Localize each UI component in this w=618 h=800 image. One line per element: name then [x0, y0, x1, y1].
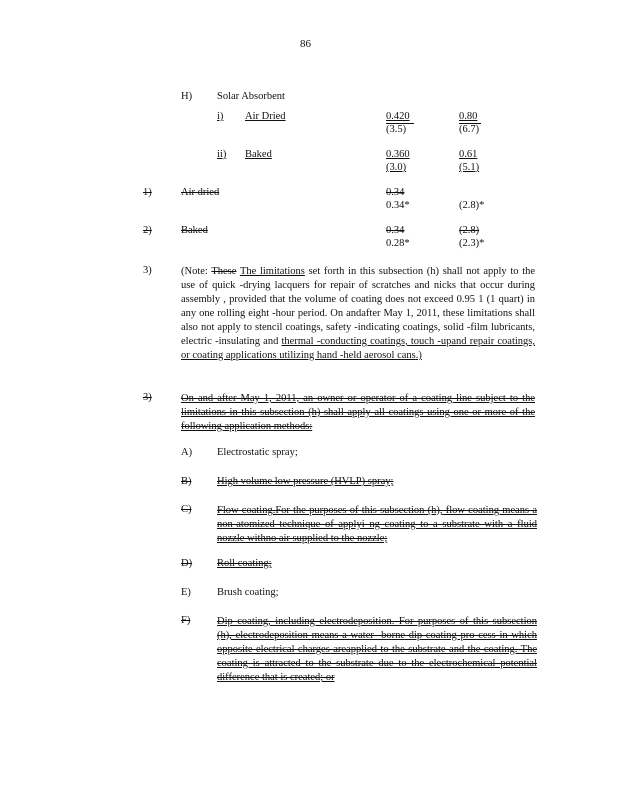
method-label: A): [181, 447, 193, 458]
inserted-text: The limitations: [239, 266, 305, 277]
sub-label: i): [217, 111, 224, 122]
method-label: D): [181, 558, 193, 569]
value: (2.3)*: [459, 238, 485, 249]
sub-name: Air Dried: [245, 111, 286, 122]
struck-text: These: [211, 266, 237, 277]
value: (6.7): [459, 124, 480, 135]
method-text: Dip coating, including electrodeposition. For purposes of this subsection (h), electrodeposition means a water -borne dip coating pro cess in which opposite electrical charges areapplied to the substrate and the coating. The coating is attracted to the substrate due to the electrochemical potential difference that is created; or: [217, 616, 537, 683]
page-number: 86: [300, 38, 311, 50]
sub-label: ii): [217, 149, 227, 160]
method-label: E): [181, 587, 191, 598]
note-close: .): [415, 350, 422, 361]
item-label: 2): [143, 225, 152, 236]
inserted-text: thermal -conducting coatings, touch -upand repair coatings, or coating applications utilizing hand -held aerosol cans: [181, 336, 536, 361]
item-label: 1): [143, 187, 152, 198]
method-label: C): [181, 504, 192, 515]
method-text: Electrostatic spray;: [217, 447, 298, 458]
method-label: F): [181, 615, 191, 626]
item-label: 3): [143, 392, 152, 403]
item-title: Solar Absorbent: [217, 91, 285, 102]
note-open: (Note:: [181, 266, 208, 277]
value: 0.34: [386, 187, 405, 198]
method-text: Brush coating;: [217, 587, 279, 598]
value: 0.28*: [386, 238, 410, 249]
sub-name: Baked: [245, 149, 272, 160]
value: 0.34: [386, 225, 405, 236]
value: (3.0): [386, 162, 407, 173]
value: 0.420: [386, 111, 410, 122]
value: 0.360: [386, 149, 410, 160]
underline: [386, 123, 414, 124]
method-text: Roll coating;: [217, 558, 272, 569]
method-text: High volume low pressure (HVLP) spray;: [217, 476, 394, 487]
note-paragraph: [181, 265, 535, 363]
method-text: Flow coating.For the purposes of this subsection (h), flow coating means a non-atomized technique of applyi ng coating to a substrate with a fluid nozzle withno air supplied to the nozzle;: [217, 505, 537, 544]
body-text: set forth in this subsection (h) shall not apply to the use of quick -drying lacquers for repair of scratches and nicks that occur during assembly , provided that the volume of coating does not exceed 0.95 1 (1 quart) in any one rolling eight -hour period. On andafter May 1, 2011, these limitations shall also not apply to stencil coatings, safety -indicating coatings, solid -film lubricants, electric -insulating and: [181, 266, 536, 347]
item-name: Air dried: [181, 187, 220, 198]
underline: [459, 123, 481, 124]
value: 0.80: [459, 111, 478, 122]
value: 0.61: [459, 149, 478, 160]
value: 0.34*: [386, 200, 410, 211]
value: (5.1): [459, 162, 480, 173]
value: (2.8): [459, 225, 480, 236]
method-label: B): [181, 476, 192, 487]
item-label: H): [181, 91, 193, 102]
value: (3.5): [386, 124, 407, 135]
item-label: 3): [143, 265, 152, 276]
struck-paragraph: On and after May 1, 2011, an owner or operator of a coating line subject to the limitations in this subsection (h) shall apply all coatings using one or more of the following application methods:: [181, 393, 535, 432]
value: (2.8)*: [459, 200, 485, 211]
item-name: Baked: [181, 225, 208, 236]
